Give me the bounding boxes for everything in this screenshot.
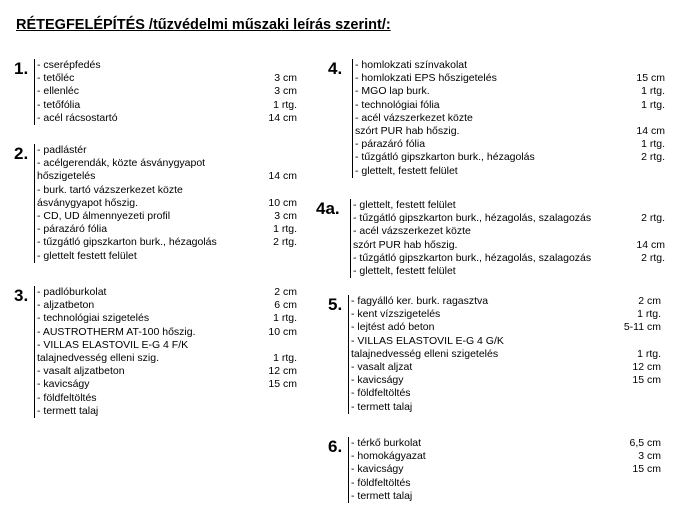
layer-row	[349, 295, 661, 308]
layer-name: - homlokzati EPS hőszigetelés	[355, 72, 497, 85]
layer-row	[351, 252, 665, 265]
layer-row	[349, 335, 661, 348]
layer-name: - technológiai fólia	[355, 98, 440, 111]
layer-row	[349, 477, 661, 490]
layer-row	[35, 339, 297, 352]
layer-thickness: 2 rtg.	[641, 212, 665, 225]
layer-name: - acél vázszerkezet közte	[355, 111, 473, 124]
layer-row	[353, 151, 665, 164]
layer-row	[35, 72, 297, 85]
layer-row	[35, 170, 297, 183]
layer-thickness: 2 rtg.	[273, 236, 297, 249]
layer-row	[35, 184, 297, 197]
layer-row	[349, 308, 661, 321]
layer-row	[35, 210, 297, 223]
layer-row	[35, 352, 297, 365]
layer-name: - vasalt aljzatbeton	[37, 365, 125, 378]
layer-name: - kavicságy	[351, 374, 404, 387]
layer-rows	[352, 59, 665, 178]
layer-name: - párazáró fólia	[355, 138, 426, 151]
layer-name: szórt PUR hab hőszig.	[355, 124, 460, 137]
layer-name: - cserépfedés	[37, 59, 101, 71]
layer-row	[35, 326, 297, 339]
layer-thickness: 15 cm	[268, 378, 297, 391]
layer-thickness: 1 rtg.	[273, 351, 297, 364]
layer-rows	[34, 144, 297, 263]
layer-row	[349, 387, 661, 400]
layer-row	[349, 463, 661, 476]
page-title: RÉTEGFELÉPÍTÉS /tűzvédelmi műszaki leírás szerint/:	[16, 17, 391, 33]
layer-name: - AUSTROTHERM AT-100 hőszig.	[37, 325, 196, 338]
layer-name: - földfeltöltés	[37, 391, 97, 404]
layer-thickness: 15 cm	[632, 463, 661, 476]
layer-row	[351, 212, 665, 225]
layer-row	[353, 72, 665, 85]
layer-row	[349, 437, 661, 450]
layer-name: - glettelt, festett felület	[353, 264, 456, 277]
layer-row	[353, 99, 665, 112]
layer-row	[35, 85, 297, 98]
layer-name: - termett talaj	[351, 400, 413, 413]
layer-name: - VILLAS ELASTOVIL E-G 4 G/K	[351, 334, 504, 347]
layer-thickness: 14 cm	[268, 170, 297, 183]
layer-thickness: 1 rtg.	[273, 98, 297, 111]
layer-name: - földfeltöltés	[351, 476, 411, 489]
layer-name: - tűzgátló gipszkarton burk., hézagolás	[37, 236, 217, 249]
layer-name: - homlokzati színvakolat	[355, 59, 468, 71]
layer-row	[35, 157, 297, 170]
block-number: 4.	[328, 59, 343, 78]
block-number: 3.	[14, 286, 29, 305]
layer-rows	[34, 286, 297, 418]
layer-row	[35, 197, 297, 210]
layer-name: - földfeltöltés	[351, 387, 411, 400]
layer-name: - homokágyazat	[351, 450, 426, 463]
layer-row	[35, 250, 297, 263]
layer-name: - tetőfólia	[37, 98, 81, 111]
layer-name: - technológiai szigetelés	[37, 312, 150, 325]
layer-thickness: 14 cm	[268, 111, 297, 124]
layer-name: - VILLAS ELASTOVIL E-G 4 F/K	[37, 338, 189, 351]
layer-row	[349, 490, 661, 503]
layer-thickness: 3 cm	[638, 450, 661, 463]
layer-thickness: 2 cm	[274, 286, 297, 298]
layer-row	[35, 223, 297, 236]
layer-name: - tűzgátló gipszkarton burk., hézagolás, szalagozás	[353, 251, 592, 264]
layer-name: - burk. tartó vázszerkezet közte	[37, 183, 183, 196]
layer-row	[35, 378, 297, 391]
layer-thickness: 15 cm	[632, 374, 661, 387]
layer-thickness: 14 cm	[636, 124, 665, 137]
layer-thickness: 1 rtg.	[637, 347, 661, 360]
layer-thickness: 1 rtg.	[273, 223, 297, 236]
layer-row	[349, 450, 661, 463]
layer-thickness: 6 cm	[274, 299, 297, 312]
block-number: 6.	[328, 437, 343, 456]
layer-row	[353, 85, 665, 98]
layer-thickness: 14 cm	[636, 238, 665, 251]
layer-row	[35, 312, 297, 325]
layer-row	[351, 239, 665, 252]
layer-name: - kavicságy	[37, 378, 90, 391]
layer-row	[35, 59, 297, 72]
layer-row	[35, 405, 297, 418]
layer-name: - térkő burkolat	[351, 437, 422, 449]
layer-row	[349, 348, 661, 361]
block-number: 1.	[14, 59, 29, 78]
layer-name: - párazáró fólia	[37, 223, 108, 236]
block-number: 5.	[328, 295, 343, 314]
layer-name: - termett talaj	[351, 489, 413, 502]
layer-row	[351, 265, 665, 278]
layer-row	[35, 365, 297, 378]
layer-name: - tetőléc	[37, 72, 75, 85]
layer-row	[353, 138, 665, 151]
layer-name: - glettelt festett felület	[37, 249, 137, 262]
layer-name: - vasalt aljzat	[351, 360, 413, 373]
layer-thickness: 12 cm	[632, 360, 661, 373]
layer-name: - fagyálló ker. burk. ragasztva	[351, 295, 489, 307]
layer-row	[35, 99, 297, 112]
layer-row	[353, 165, 665, 178]
layer-row	[349, 374, 661, 387]
block-number: 2.	[14, 144, 29, 163]
layer-thickness: 2 rtg.	[641, 251, 665, 264]
layer-row	[351, 225, 665, 238]
layer-name: - lejtést adó beton	[351, 321, 435, 334]
layer-row	[349, 401, 661, 414]
layer-thickness: 6,5 cm	[629, 437, 661, 449]
layer-name: - aljzatbeton	[37, 299, 95, 312]
layer-row	[353, 125, 665, 138]
layer-name: - glettelt, festett felület	[353, 199, 456, 211]
layer-name: - CD, UD álmennyezeti profil	[37, 209, 171, 222]
layer-row	[35, 236, 297, 249]
layer-name: szórt PUR hab hőszig.	[353, 238, 458, 251]
layer-name: - padlóburkolat	[37, 286, 107, 298]
layer-thickness: 3 cm	[274, 209, 297, 222]
layer-name: - MGO lap burk.	[355, 85, 430, 98]
layer-name: talajnedvesség elleni szigetelés	[351, 347, 499, 360]
layer-row	[35, 392, 297, 405]
layer-row	[349, 361, 661, 374]
layer-name: - glettelt, festett felület	[355, 164, 458, 177]
layer-name: - kent vízszigetelés	[351, 308, 441, 321]
layer-row	[351, 199, 665, 212]
layer-name: - tűzgátló gipszkarton burk., hézagolás	[355, 151, 535, 164]
layer-name: - acélgerendák, közte ásványgyapot	[37, 157, 206, 170]
layer-name: - kavicságy	[351, 463, 404, 476]
layer-thickness: 1 rtg.	[641, 85, 665, 98]
layer-thickness: 1 rtg.	[273, 312, 297, 325]
layer-name: - padlástér	[37, 144, 87, 156]
layer-name: ásványgyapot hőszig.	[37, 196, 138, 209]
layer-name: - ellenléc	[37, 85, 80, 98]
layer-name: talajnedvesség elleni szig.	[37, 351, 159, 364]
layer-name: - acél vázszerkezet közte	[353, 225, 471, 238]
layer-row	[349, 321, 661, 334]
layer-thickness: 1 rtg.	[637, 308, 661, 321]
layer-thickness: 5-11 cm	[623, 321, 661, 334]
layer-rows	[34, 59, 297, 125]
layer-thickness: 2 cm	[638, 295, 661, 307]
layer-thickness: 1 rtg.	[641, 98, 665, 111]
layer-row	[35, 112, 297, 125]
layer-thickness: 12 cm	[268, 365, 297, 378]
layer-thickness: 10 cm	[268, 325, 297, 338]
layer-row	[353, 59, 665, 72]
layer-thickness: 3 cm	[274, 72, 297, 85]
layer-name: - tűzgátló gipszkarton burk., hézagolás, szalagozás	[353, 212, 592, 225]
layer-rows	[348, 295, 661, 414]
layer-row	[35, 144, 297, 157]
layer-thickness: 1 rtg.	[641, 138, 665, 151]
layer-thickness: 15 cm	[636, 72, 665, 85]
layer-thickness: 10 cm	[268, 196, 297, 209]
layer-row	[35, 299, 297, 312]
layer-row	[35, 286, 297, 299]
layer-row	[353, 112, 665, 125]
layer-thickness: 2 rtg.	[641, 151, 665, 164]
layer-name: - acél rácsostartó	[37, 111, 118, 124]
layer-name: hőszigetelés	[37, 170, 96, 183]
layer-thickness: 3 cm	[274, 85, 297, 98]
layer-rows	[348, 437, 661, 503]
layer-name: - termett talaj	[37, 404, 99, 417]
block-number: 4a.	[316, 199, 340, 218]
layer-rows	[350, 199, 665, 278]
